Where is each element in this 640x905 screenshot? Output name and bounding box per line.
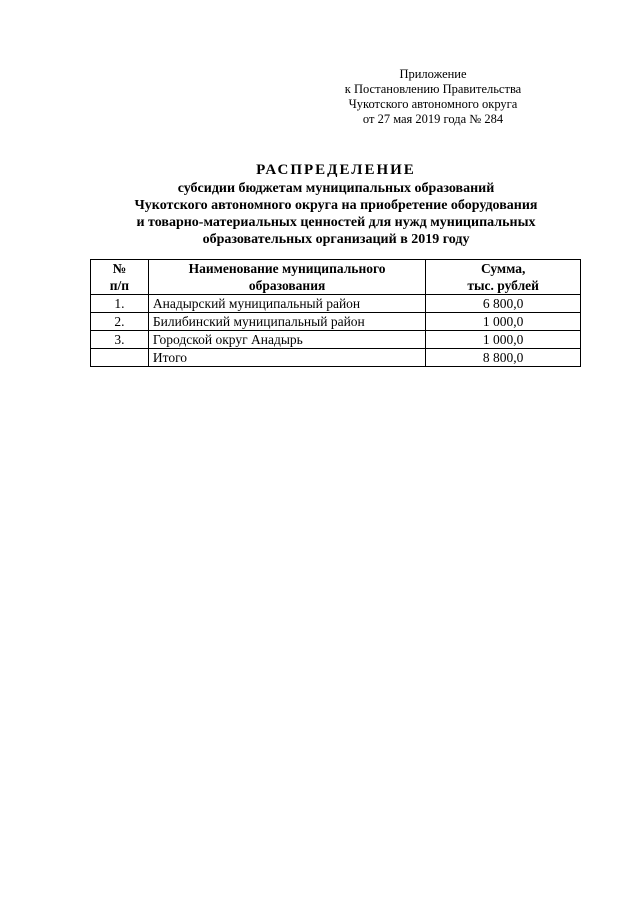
title-line-4: образовательных организаций в 2019 году: [202, 232, 470, 247]
header-name-line-1: Наименование муниципального: [188, 261, 386, 276]
row-sum: 1 000,0: [426, 313, 581, 331]
total-label: Итого: [148, 349, 425, 367]
appendix-label: Приложение: [399, 67, 467, 81]
header-name: [148, 260, 425, 295]
row-number: 1.: [91, 295, 149, 313]
row-number: 3.: [91, 331, 149, 349]
header-number-line-2: п/п: [109, 278, 130, 293]
header-number: [91, 260, 149, 295]
row-sum: 6 800,0: [426, 295, 581, 313]
table-header-row: [91, 260, 581, 295]
total-sum: 8 800,0: [426, 349, 581, 367]
header-number-line-1: №: [112, 261, 127, 276]
document-title: [90, 161, 582, 248]
row-municipality: Анадырский муниципальный район: [148, 295, 425, 313]
table-row: [91, 313, 581, 331]
table-row: [91, 331, 581, 349]
table-total-row: [91, 349, 581, 367]
row-municipality: Городской округ Анадырь: [148, 331, 425, 349]
total-number: [91, 349, 149, 367]
distribution-table: [90, 259, 581, 367]
header-sum-line-2: тыс. рублей: [467, 278, 539, 293]
title-main: РАСПРЕДЕЛЕНИЕ: [256, 162, 416, 178]
row-sum: 1 000,0: [426, 331, 581, 349]
title-line-3: и товарно-материальных ценностей для нужд муниципальных: [136, 215, 536, 230]
appendix-region: Чукотского автономного округа: [348, 97, 518, 111]
appendix-block: [283, 67, 583, 127]
table-row: [91, 295, 581, 313]
title-line-1: субсидии бюджетам муниципальных образований: [177, 181, 495, 196]
row-number: 2.: [91, 313, 149, 331]
appendix-resolution-ref: к Постановлению Правительства: [344, 82, 522, 96]
header-sum: [426, 260, 581, 295]
header-sum-line-1: Сумма,: [480, 261, 526, 276]
title-line-2: Чукотского автономного округа на приобретение оборудования: [134, 198, 538, 213]
header-name-line-2: образования: [248, 278, 326, 293]
row-municipality: Билибинский муниципальный район: [148, 313, 425, 331]
appendix-date-number: от 27 мая 2019 года № 284: [362, 112, 504, 126]
